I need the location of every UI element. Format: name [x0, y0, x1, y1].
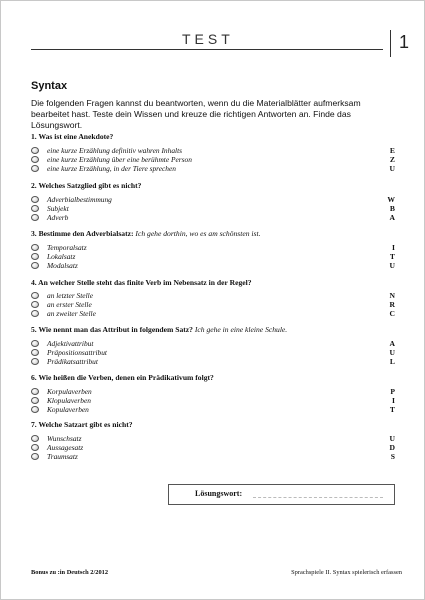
solution-word-blanks[interactable] [253, 497, 383, 499]
option-letter: I [392, 396, 395, 405]
option-letter: N [389, 291, 395, 300]
option-text: an erster Stelle [47, 300, 92, 309]
answer-option[interactable] [31, 396, 395, 405]
answer-option[interactable] [31, 252, 395, 261]
option-text: Adverbialbestimmung [47, 195, 112, 204]
radio-button[interactable] [31, 292, 39, 299]
solution-word-label: Lösungswort: [195, 489, 243, 498]
answer-option[interactable] [31, 309, 395, 318]
option-letter: U [389, 348, 395, 357]
option-letter: C [389, 309, 395, 318]
option-letter: R [389, 300, 395, 309]
option-letter: P [390, 387, 395, 396]
option-letter: E [389, 146, 395, 155]
option-letter: U [389, 434, 395, 443]
answer-option[interactable] [31, 146, 395, 155]
option-text: Aussagesatz [47, 443, 84, 452]
radio-button[interactable] [31, 253, 39, 260]
radio-button[interactable] [31, 406, 39, 413]
radio-button[interactable] [31, 244, 39, 251]
option-text: eine kurze Erzählung über eine berühmte Person [47, 155, 192, 164]
answer-option[interactable] [31, 195, 395, 204]
question-title: 5. Wie nennt man das Attribut in folgendem Satz? Ich gehe in eine kleine Schule. [31, 325, 288, 334]
footer-right: Sprachspiele II. Syntax spielerisch erfassen [291, 569, 402, 576]
answer-option[interactable] [31, 291, 395, 300]
answer-option[interactable] [31, 387, 395, 396]
question-title: 4. An welcher Stelle steht das finite Verb im Nebensatz in der Regel? [31, 278, 252, 287]
question-title: 7. Welche Satzart gibt es nicht? [31, 420, 133, 429]
answer-option[interactable] [31, 434, 395, 443]
radio-button[interactable] [31, 435, 39, 442]
question-title: 3. Bestimme den Adverbialsatz: Ich gehe dorthin, wo es am schönsten ist. [31, 229, 261, 238]
answer-option[interactable] [31, 213, 395, 222]
answer-option[interactable] [31, 443, 395, 452]
answer-option[interactable] [31, 261, 395, 270]
option-text: an letzter Stelle [47, 291, 93, 300]
question-title: 1. Was ist eine Anekdote? [31, 132, 114, 141]
radio-button[interactable] [31, 147, 39, 154]
option-text: eine kurze Erzählung, in der Tiere sprechen [47, 164, 176, 173]
answer-option[interactable] [31, 300, 395, 309]
answer-option[interactable] [31, 348, 395, 357]
radio-button[interactable] [31, 310, 39, 317]
answer-option[interactable] [31, 405, 395, 414]
answer-option[interactable] [31, 452, 395, 461]
radio-button[interactable] [31, 196, 39, 203]
radio-button[interactable] [31, 444, 39, 451]
option-letter: T [389, 252, 395, 261]
option-letter: A [389, 339, 395, 348]
option-text: Subjekt [47, 204, 69, 213]
option-letter: L [389, 357, 395, 366]
option-letter: U [389, 164, 395, 173]
option-text: Präpositionsattribut [47, 348, 107, 357]
page-number: 1 [399, 32, 410, 52]
option-text: Traumsatz [47, 452, 78, 461]
question-title: 2. Welches Satzglied gibt es nicht? [31, 181, 142, 190]
radio-button[interactable] [31, 453, 39, 460]
option-letter: W [387, 195, 395, 204]
header-title: TEST [182, 31, 234, 47]
option-text: Lokalsatz [47, 252, 76, 261]
answer-option[interactable] [31, 155, 395, 164]
question-title: 6. Wie heißen die Verben, denen ein Prädikativum folgt? [31, 373, 214, 382]
answer-option[interactable] [31, 243, 395, 252]
option-text: Klopulaverben [47, 396, 91, 405]
intro-text: Die folgenden Fragen kannst du beantworten, wenn du die Materialblätter aufmerksam bearbeitet hast. Teste dein Wissen und kreuze die richtigen Antworten an. Finde das Lösungswort. [31, 98, 361, 130]
option-text: Korpulaverben [47, 387, 92, 396]
header-rule [31, 49, 383, 50]
radio-button[interactable] [31, 205, 39, 212]
section-title: Syntax [31, 80, 68, 92]
option-letter: I [392, 243, 395, 252]
radio-button[interactable] [31, 397, 39, 404]
radio-button[interactable] [31, 340, 39, 347]
option-letter: B [389, 204, 395, 213]
radio-button[interactable] [31, 388, 39, 395]
radio-button[interactable] [31, 349, 39, 356]
header-separator [390, 30, 391, 57]
radio-button[interactable] [31, 301, 39, 308]
radio-button[interactable] [31, 156, 39, 163]
option-text: Modalsatz [47, 261, 78, 270]
radio-button[interactable] [31, 165, 39, 172]
radio-button[interactable] [31, 262, 39, 269]
option-text: Temporalsatz [47, 243, 87, 252]
option-letter: A [389, 213, 395, 222]
answer-option[interactable] [31, 204, 395, 213]
option-text: Wunschsatz [47, 434, 82, 443]
option-text: Adjektivattribut [47, 339, 94, 348]
option-letter: T [389, 405, 395, 414]
solution-word-box[interactable] [168, 484, 395, 505]
radio-button[interactable] [31, 214, 39, 221]
answer-option[interactable] [31, 357, 395, 366]
option-text: Adverb [47, 213, 69, 222]
answer-option[interactable] [31, 164, 395, 173]
radio-button[interactable] [31, 358, 39, 365]
answer-option[interactable] [31, 339, 395, 348]
option-text: eine kurze Erzählung definitiv wahren Inhalts [47, 146, 182, 155]
option-letter: U [389, 261, 395, 270]
option-letter: D [389, 443, 395, 452]
option-letter: S [390, 452, 395, 461]
footer-left: Bonus zu :in Deutsch 2/2012 [31, 569, 109, 576]
option-text: Kopulaverben [47, 405, 89, 414]
option-text: an zweiter Stelle [47, 309, 96, 318]
option-text: Prädikatsattribut [47, 357, 98, 366]
option-letter: Z [389, 155, 395, 164]
